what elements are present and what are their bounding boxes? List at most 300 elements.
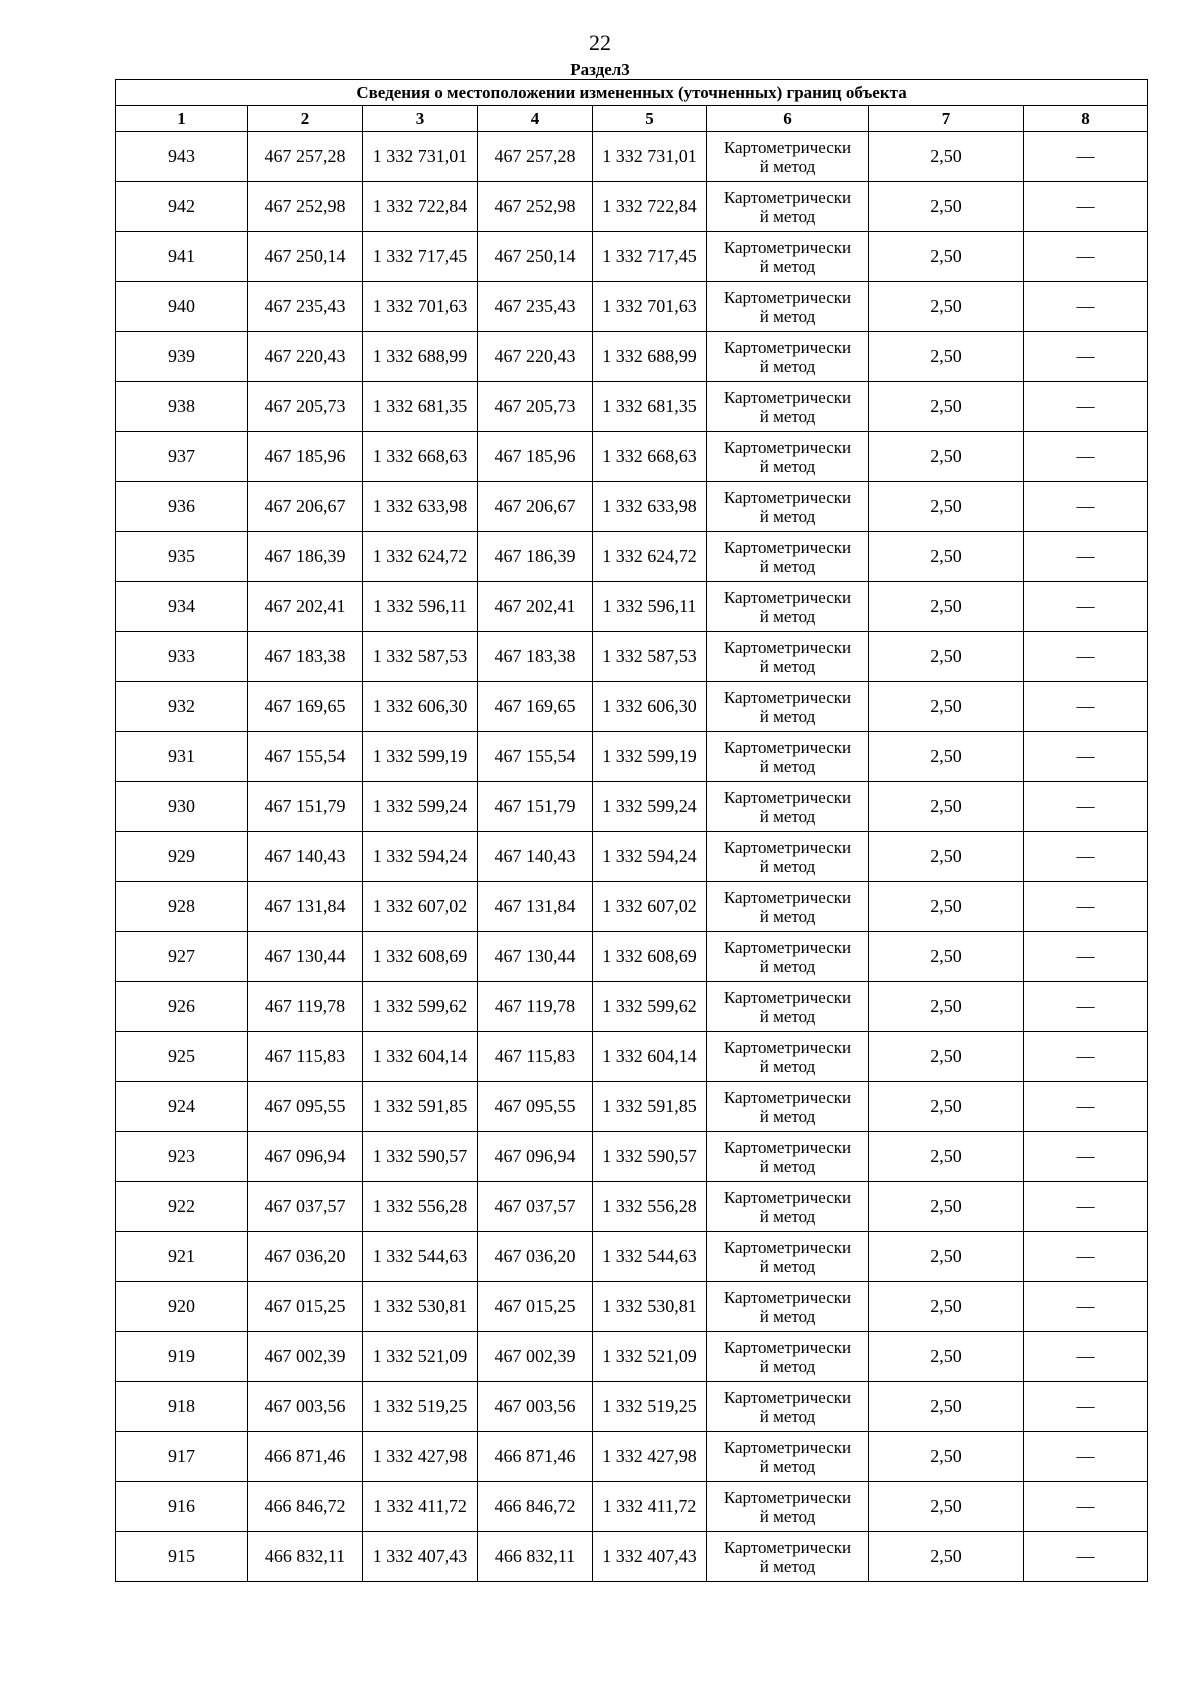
x-existing-cell: 466 832,11 [248, 1532, 363, 1582]
accuracy-cell: 2,50 [869, 1132, 1024, 1182]
method-cell [707, 1532, 869, 1582]
method-line-1: Картометрически [723, 1187, 852, 1207]
y-existing-cell: 1 332 606,30 [363, 682, 478, 732]
x-new-cell: 467 130,44 [478, 932, 593, 982]
table-row [116, 582, 1148, 632]
y-new-cell: 1 332 590,57 [593, 1132, 707, 1182]
x-new-cell: 467 235,43 [478, 282, 593, 332]
method-line-2: й метод [759, 1156, 816, 1176]
x-existing-cell: 467 003,56 [248, 1382, 363, 1432]
method-cell [707, 532, 869, 582]
description-cell: — [1024, 132, 1148, 182]
x-existing-cell: 467 130,44 [248, 932, 363, 982]
y-existing-cell: 1 332 722,84 [363, 182, 478, 232]
y-existing-cell: 1 332 427,98 [363, 1432, 478, 1482]
accuracy-cell: 2,50 [869, 932, 1024, 982]
y-existing-cell: 1 332 521,09 [363, 1332, 478, 1382]
x-existing-cell: 467 115,83 [248, 1032, 363, 1082]
x-existing-cell: 467 037,57 [248, 1182, 363, 1232]
description-cell: — [1024, 932, 1148, 982]
point-number-cell: 926 [116, 982, 248, 1032]
method-line-1: Картометрически [723, 1337, 852, 1357]
x-existing-cell: 467 185,96 [248, 432, 363, 482]
x-new-cell: 467 257,28 [478, 132, 593, 182]
x-new-cell: 466 871,46 [478, 1432, 593, 1482]
method-cell [707, 732, 869, 782]
y-new-cell: 1 332 701,63 [593, 282, 707, 332]
method-cell [707, 1232, 869, 1282]
method-line-1: Картометрически [723, 537, 852, 557]
x-existing-cell: 467 257,28 [248, 132, 363, 182]
y-existing-cell: 1 332 633,98 [363, 482, 478, 532]
accuracy-cell: 2,50 [869, 332, 1024, 382]
y-new-cell: 1 332 624,72 [593, 532, 707, 582]
point-number-cell: 930 [116, 782, 248, 832]
method-line-1: Картометрически [723, 1287, 852, 1307]
point-number-cell: 916 [116, 1482, 248, 1532]
x-new-cell: 467 250,14 [478, 232, 593, 282]
point-number-cell: 915 [116, 1532, 248, 1582]
point-number-cell: 941 [116, 232, 248, 282]
method-line-1: Картометрически [723, 1037, 852, 1057]
accuracy-cell: 2,50 [869, 682, 1024, 732]
table-row [116, 1432, 1148, 1482]
method-line-1: Картометрически [723, 1487, 852, 1507]
method-line-2: й метод [759, 656, 816, 676]
y-existing-cell: 1 332 688,99 [363, 332, 478, 382]
y-existing-cell: 1 332 556,28 [363, 1182, 478, 1232]
y-new-cell: 1 332 544,63 [593, 1232, 707, 1282]
y-existing-cell: 1 332 407,43 [363, 1532, 478, 1582]
x-new-cell: 467 155,54 [478, 732, 593, 782]
accuracy-cell: 2,50 [869, 132, 1024, 182]
method-line-1: Картометрически [723, 1087, 852, 1107]
y-new-cell: 1 332 521,09 [593, 1332, 707, 1382]
method-line-1: Картометрически [723, 387, 852, 407]
table-row [116, 1382, 1148, 1432]
column-number: 4 [478, 106, 593, 132]
x-existing-cell: 467 205,73 [248, 382, 363, 432]
y-existing-cell: 1 332 681,35 [363, 382, 478, 432]
accuracy-cell: 2,50 [869, 982, 1024, 1032]
y-existing-cell: 1 332 731,01 [363, 132, 478, 182]
accuracy-cell: 2,50 [869, 882, 1024, 932]
accuracy-cell: 2,50 [869, 832, 1024, 882]
table-row [116, 832, 1148, 882]
y-new-cell: 1 332 606,30 [593, 682, 707, 732]
point-number-cell: 917 [116, 1432, 248, 1482]
accuracy-cell: 2,50 [869, 1482, 1024, 1532]
accuracy-cell: 2,50 [869, 732, 1024, 782]
x-existing-cell: 467 155,54 [248, 732, 363, 782]
point-number-cell: 921 [116, 1232, 248, 1282]
method-line-2: й метод [759, 556, 816, 576]
description-cell: — [1024, 532, 1148, 582]
y-new-cell: 1 332 688,99 [593, 332, 707, 382]
method-line-1: Картометрически [723, 337, 852, 357]
method-line-2: й метод [759, 206, 816, 226]
method-line-2: й метод [759, 306, 816, 326]
y-new-cell: 1 332 587,53 [593, 632, 707, 682]
table-row [116, 1232, 1148, 1282]
point-number-cell: 931 [116, 732, 248, 782]
method-line-2: й метод [759, 1306, 816, 1326]
x-existing-cell: 467 096,94 [248, 1132, 363, 1182]
method-line-2: й метод [759, 1456, 816, 1476]
method-line-1: Картометрически [723, 937, 852, 957]
y-new-cell: 1 332 607,02 [593, 882, 707, 932]
y-existing-cell: 1 332 599,24 [363, 782, 478, 832]
y-new-cell: 1 332 681,35 [593, 382, 707, 432]
table-row [116, 1482, 1148, 1532]
description-cell: — [1024, 1482, 1148, 1532]
description-cell: — [1024, 332, 1148, 382]
x-existing-cell: 467 206,67 [248, 482, 363, 532]
method-line-2: й метод [759, 1206, 816, 1226]
table-row [116, 182, 1148, 232]
x-new-cell: 467 131,84 [478, 882, 593, 932]
method-line-2: й метод [759, 856, 816, 876]
x-existing-cell: 467 095,55 [248, 1082, 363, 1132]
point-number-cell: 939 [116, 332, 248, 382]
column-number: 6 [707, 106, 869, 132]
point-number-cell: 943 [116, 132, 248, 182]
column-number: 5 [593, 106, 707, 132]
method-line-2: й метод [759, 1256, 816, 1276]
point-number-cell: 918 [116, 1382, 248, 1432]
method-line-2: й метод [759, 906, 816, 926]
x-existing-cell: 467 002,39 [248, 1332, 363, 1382]
method-cell [707, 182, 869, 232]
x-new-cell: 467 015,25 [478, 1282, 593, 1332]
point-number-cell: 936 [116, 482, 248, 532]
y-new-cell: 1 332 591,85 [593, 1082, 707, 1132]
table-body [116, 132, 1148, 1582]
method-line-2: й метод [759, 1356, 816, 1376]
x-existing-cell: 467 169,65 [248, 682, 363, 732]
accuracy-cell: 2,50 [869, 1032, 1024, 1082]
y-existing-cell: 1 332 607,02 [363, 882, 478, 932]
method-line-2: й метод [759, 806, 816, 826]
method-line-2: й метод [759, 1056, 816, 1076]
x-new-cell: 467 202,41 [478, 582, 593, 632]
x-new-cell: 466 846,72 [478, 1482, 593, 1532]
x-existing-cell: 467 036,20 [248, 1232, 363, 1282]
x-new-cell: 467 206,67 [478, 482, 593, 532]
method-cell [707, 1082, 869, 1132]
x-new-cell: 466 832,11 [478, 1532, 593, 1582]
y-existing-cell: 1 332 608,69 [363, 932, 478, 982]
point-number-cell: 942 [116, 182, 248, 232]
point-number-cell: 925 [116, 1032, 248, 1082]
description-cell: — [1024, 1032, 1148, 1082]
y-new-cell: 1 332 599,24 [593, 782, 707, 832]
table-row [116, 1132, 1148, 1182]
y-existing-cell: 1 332 599,19 [363, 732, 478, 782]
method-cell [707, 282, 869, 332]
y-existing-cell: 1 332 590,57 [363, 1132, 478, 1182]
x-new-cell: 467 220,43 [478, 332, 593, 382]
table-row [116, 982, 1148, 1032]
column-number: 1 [116, 106, 248, 132]
table-row [116, 1282, 1148, 1332]
point-number-cell: 922 [116, 1182, 248, 1232]
x-new-cell: 467 096,94 [478, 1132, 593, 1182]
point-number-cell: 924 [116, 1082, 248, 1132]
table-row [116, 282, 1148, 332]
y-existing-cell: 1 332 530,81 [363, 1282, 478, 1332]
method-line-2: й метод [759, 956, 816, 976]
y-existing-cell: 1 332 591,85 [363, 1082, 478, 1132]
x-new-cell: 467 185,96 [478, 432, 593, 482]
accuracy-cell: 2,50 [869, 1332, 1024, 1382]
method-cell [707, 582, 869, 632]
table-row [116, 882, 1148, 932]
method-cell [707, 1032, 869, 1082]
x-new-cell: 467 205,73 [478, 382, 593, 432]
x-existing-cell: 466 846,72 [248, 1482, 363, 1532]
method-cell [707, 1382, 869, 1432]
x-existing-cell: 467 250,14 [248, 232, 363, 282]
y-new-cell: 1 332 411,72 [593, 1482, 707, 1532]
point-number-cell: 933 [116, 632, 248, 682]
method-cell [707, 1332, 869, 1382]
method-cell [707, 932, 869, 982]
method-line-1: Картометрически [723, 487, 852, 507]
method-line-2: й метод [759, 606, 816, 626]
method-cell [707, 232, 869, 282]
accuracy-cell: 2,50 [869, 182, 1024, 232]
accuracy-cell: 2,50 [869, 1182, 1024, 1232]
method-line-1: Картометрически [723, 687, 852, 707]
x-new-cell: 467 186,39 [478, 532, 593, 582]
x-new-cell: 467 183,38 [478, 632, 593, 682]
point-number-cell: 938 [116, 382, 248, 432]
point-number-cell: 937 [116, 432, 248, 482]
y-new-cell: 1 332 556,28 [593, 1182, 707, 1232]
y-new-cell: 1 332 608,69 [593, 932, 707, 982]
method-line-1: Картометрически [723, 787, 852, 807]
point-number-cell: 940 [116, 282, 248, 332]
y-existing-cell: 1 332 544,63 [363, 1232, 478, 1282]
accuracy-cell: 2,50 [869, 482, 1024, 532]
method-cell [707, 832, 869, 882]
page-number: 22 [589, 30, 611, 55]
method-line-2: й метод [759, 1406, 816, 1426]
accuracy-cell: 2,50 [869, 532, 1024, 582]
description-cell: — [1024, 782, 1148, 832]
method-cell [707, 1432, 869, 1482]
method-cell [707, 782, 869, 832]
table-row [116, 1332, 1148, 1382]
table-row [116, 532, 1148, 582]
description-cell: — [1024, 832, 1148, 882]
y-existing-cell: 1 332 668,63 [363, 432, 478, 482]
y-new-cell: 1 332 668,63 [593, 432, 707, 482]
point-number-cell: 920 [116, 1282, 248, 1332]
column-number: 7 [869, 106, 1024, 132]
x-existing-cell: 467 015,25 [248, 1282, 363, 1332]
table-row [116, 1082, 1148, 1132]
table-row [116, 782, 1148, 832]
method-line-1: Картометрически [723, 437, 852, 457]
y-existing-cell: 1 332 624,72 [363, 532, 478, 582]
method-cell [707, 1182, 869, 1232]
x-existing-cell: 467 220,43 [248, 332, 363, 382]
table-row [116, 382, 1148, 432]
method-cell [707, 632, 869, 682]
y-existing-cell: 1 332 594,24 [363, 832, 478, 882]
accuracy-cell: 2,50 [869, 232, 1024, 282]
method-line-2: й метод [759, 506, 816, 526]
method-line-2: й метод [759, 1106, 816, 1126]
column-number-row [116, 106, 1148, 132]
x-new-cell: 467 037,57 [478, 1182, 593, 1232]
method-line-1: Картометрически [723, 887, 852, 907]
x-existing-cell: 467 151,79 [248, 782, 363, 832]
x-new-cell: 467 095,55 [478, 1082, 593, 1132]
x-new-cell: 467 115,83 [478, 1032, 593, 1082]
accuracy-cell: 2,50 [869, 1532, 1024, 1582]
y-new-cell: 1 332 427,98 [593, 1432, 707, 1482]
x-existing-cell: 467 119,78 [248, 982, 363, 1032]
y-new-cell: 1 332 722,84 [593, 182, 707, 232]
x-existing-cell: 467 235,43 [248, 282, 363, 332]
table-row [116, 432, 1148, 482]
x-new-cell: 467 002,39 [478, 1332, 593, 1382]
method-line-1: Картометрически [723, 637, 852, 657]
method-line-1: Картометрически [723, 587, 852, 607]
table-row [116, 732, 1148, 782]
column-number: 3 [363, 106, 478, 132]
y-existing-cell: 1 332 519,25 [363, 1382, 478, 1432]
description-cell: — [1024, 282, 1148, 332]
y-new-cell: 1 332 594,24 [593, 832, 707, 882]
method-line-1: Картометрически [723, 737, 852, 757]
method-line-1: Картометрически [723, 1237, 852, 1257]
method-line-1: Картометрически [723, 1537, 852, 1557]
accuracy-cell: 2,50 [869, 1232, 1024, 1282]
table-row [116, 682, 1148, 732]
description-cell: — [1024, 382, 1148, 432]
description-cell: — [1024, 982, 1148, 1032]
table-row [116, 482, 1148, 532]
x-existing-cell: 467 183,38 [248, 632, 363, 682]
description-cell: — [1024, 1182, 1148, 1232]
description-cell: — [1024, 632, 1148, 682]
description-cell: — [1024, 1432, 1148, 1482]
point-number-cell: 932 [116, 682, 248, 732]
description-cell: — [1024, 1082, 1148, 1132]
method-line-1: Картометрически [723, 1387, 852, 1407]
x-existing-cell: 467 131,84 [248, 882, 363, 932]
x-new-cell: 467 036,20 [478, 1232, 593, 1282]
y-existing-cell: 1 332 596,11 [363, 582, 478, 632]
method-line-2: й метод [759, 706, 816, 726]
y-existing-cell: 1 332 587,53 [363, 632, 478, 682]
method-cell [707, 482, 869, 532]
x-existing-cell: 467 252,98 [248, 182, 363, 232]
y-new-cell: 1 332 717,45 [593, 232, 707, 282]
x-existing-cell: 467 140,43 [248, 832, 363, 882]
x-new-cell: 467 119,78 [478, 982, 593, 1032]
x-existing-cell: 466 871,46 [248, 1432, 363, 1482]
y-new-cell: 1 332 519,25 [593, 1382, 707, 1432]
accuracy-cell: 2,50 [869, 1082, 1024, 1132]
method-line-2: й метод [759, 1506, 816, 1526]
method-cell [707, 432, 869, 482]
accuracy-cell: 2,50 [869, 1432, 1024, 1482]
x-existing-cell: 467 186,39 [248, 532, 363, 582]
accuracy-cell: 2,50 [869, 282, 1024, 332]
y-existing-cell: 1 332 717,45 [363, 232, 478, 282]
table-caption-row [116, 80, 1148, 106]
description-cell: — [1024, 182, 1148, 232]
method-line-1: Картометрически [723, 237, 852, 257]
method-cell [707, 982, 869, 1032]
accuracy-cell: 2,50 [869, 782, 1024, 832]
accuracy-cell: 2,50 [869, 432, 1024, 482]
method-line-2: й метод [759, 406, 816, 426]
column-number: 8 [1024, 106, 1148, 132]
y-new-cell: 1 332 596,11 [593, 582, 707, 632]
description-cell: — [1024, 1332, 1148, 1382]
y-new-cell: 1 332 604,14 [593, 1032, 707, 1082]
accuracy-cell: 2,50 [869, 582, 1024, 632]
x-new-cell: 467 140,43 [478, 832, 593, 882]
y-existing-cell: 1 332 411,72 [363, 1482, 478, 1532]
description-cell: — [1024, 482, 1148, 532]
description-cell: — [1024, 432, 1148, 482]
description-cell: — [1024, 1282, 1148, 1332]
point-number-cell: 919 [116, 1332, 248, 1382]
table-row [116, 632, 1148, 682]
description-cell: — [1024, 1382, 1148, 1432]
table-row [116, 332, 1148, 382]
description-cell: — [1024, 732, 1148, 782]
method-line-2: й метод [759, 256, 816, 276]
point-number-cell: 928 [116, 882, 248, 932]
table-caption: Сведения о местоположении измененных (уточненных) границ объекта [116, 80, 1148, 106]
method-cell [707, 382, 869, 432]
method-line-1: Картометрически [723, 1437, 852, 1457]
method-line-1: Картометрически [723, 987, 852, 1007]
method-cell [707, 1482, 869, 1532]
y-new-cell: 1 332 633,98 [593, 482, 707, 532]
method-line-1: Картометрически [723, 187, 852, 207]
x-new-cell: 467 169,65 [478, 682, 593, 732]
x-new-cell: 467 252,98 [478, 182, 593, 232]
y-new-cell: 1 332 731,01 [593, 132, 707, 182]
description-cell: — [1024, 1532, 1148, 1582]
x-new-cell: 467 151,79 [478, 782, 593, 832]
description-cell: — [1024, 682, 1148, 732]
section-title: Раздел3 [570, 60, 630, 79]
method-cell [707, 332, 869, 382]
table-row [116, 932, 1148, 982]
method-line-2: й метод [759, 456, 816, 476]
table-row [116, 1532, 1148, 1582]
y-new-cell: 1 332 530,81 [593, 1282, 707, 1332]
y-new-cell: 1 332 407,43 [593, 1532, 707, 1582]
description-cell: — [1024, 882, 1148, 932]
method-cell [707, 132, 869, 182]
description-cell: — [1024, 1132, 1148, 1182]
point-number-cell: 929 [116, 832, 248, 882]
x-new-cell: 467 003,56 [478, 1382, 593, 1432]
y-new-cell: 1 332 599,62 [593, 982, 707, 1032]
method-line-2: й метод [759, 1006, 816, 1026]
